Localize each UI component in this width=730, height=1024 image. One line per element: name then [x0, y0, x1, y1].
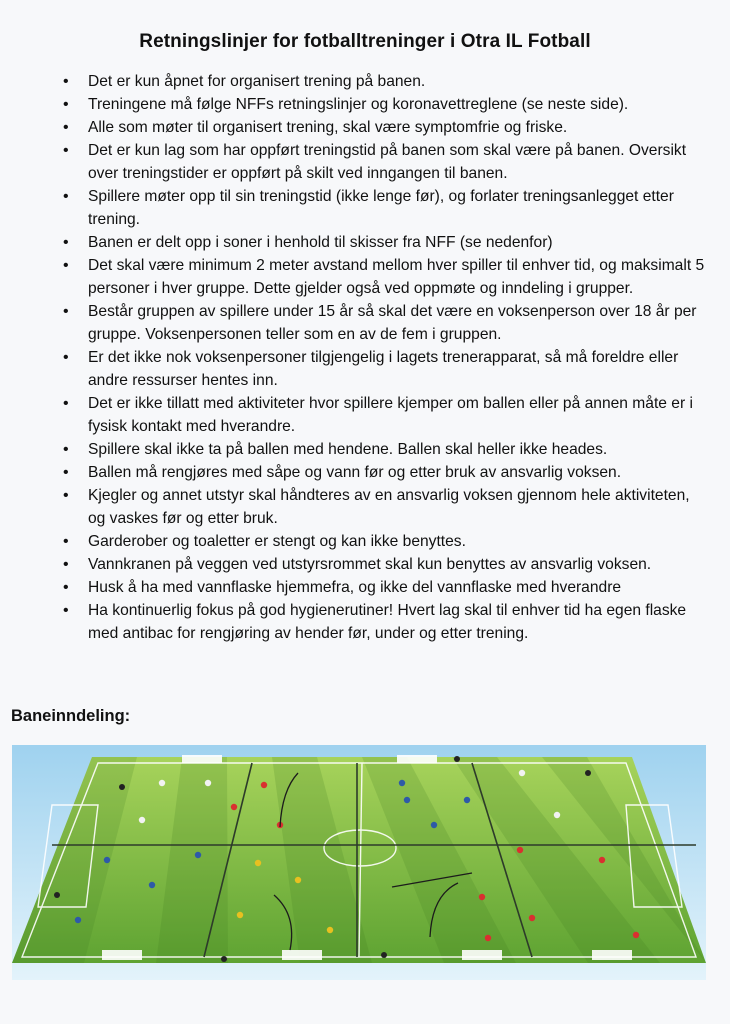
list-item: • Det skal være minimum 2 meter avstand mellom hver spiller til enhver tid, og maksimalt 5 personer i hver gruppe. Dette gjelder også ved oppmøte og inndeling i grupper.	[88, 254, 710, 300]
list-item: • Banen er delt opp i soner i henhold til skisser fra NFF (se nedenfor)	[88, 231, 710, 254]
list-item: • Det er kun åpnet for organisert trening på banen.	[88, 70, 710, 93]
list-item: • Det er ikke tillatt med aktiviteter hvor spillere kjemper om ballen eller på annen måte er i fysisk kontakt med hverandre.	[88, 392, 710, 438]
list-item: • Er det ikke nok voksenpersoner tilgjengelig i lagets trenerapparat, så må foreldre eller andre ressurser hentes inn.	[88, 346, 710, 392]
rules-list	[88, 70, 710, 645]
list-item: • Husk å ha med vannflaske hjemmefra, og ikke del vannflaske med hverandre	[88, 576, 710, 599]
list-item: • Består gruppen av spillere under 15 år så skal det være en voksenperson over 18 år per gruppe. Voksenpersonen teller som en av de fem i gruppen.	[88, 300, 710, 346]
list-item: • Ha kontinuerlig fokus på god hygienerutiner! Hvert lag skal til enhver tid ha egen flaske med antibac for rengjøring av hender før, under og etter trening.	[88, 599, 710, 645]
list-item: • Treningene må følge NFFs retningslinjer og koronavettreglene (se neste side).	[88, 93, 710, 116]
list-item: • Vannkranen på veggen ved utstyrsrommet skal kun benyttes av ansvarlig voksen.	[88, 553, 710, 576]
list-item: • Garderober og toaletter er stengt og kan ikke benyttes.	[88, 530, 710, 553]
list-item: • Det er kun lag som har oppført treningstid på banen som skal være på banen. Oversikt over treningstider er oppført på skilt ved inngangen til banen.	[88, 139, 710, 185]
list-item: • Spillere skal ikke ta på ballen med hendene. Ballen skal heller ikke heades.	[88, 438, 710, 461]
list-item: • Alle som møter til organisert trening, skal være symptomfrie og friske.	[88, 116, 710, 139]
list-item: • Spillere møter opp til sin treningstid (ikke lenge før), og forlater treningsanlegget etter trening.	[88, 185, 710, 231]
field-heading: Baneinndeling:	[11, 707, 131, 725]
list-item: • Kjegler og annet utstyr skal håndteres av en ansvarlig voksen gjennom hele aktiviteten, og vaskes før og etter bruk.	[88, 484, 710, 530]
football-field-illustration	[12, 745, 706, 980]
list-item: • Ballen må rengjøres med såpe og vann før og etter bruk av ansvarlig voksen.	[88, 461, 710, 484]
page-title: Retningslinjer for fotballtreninger i Otra IL Fotball	[139, 31, 591, 52]
